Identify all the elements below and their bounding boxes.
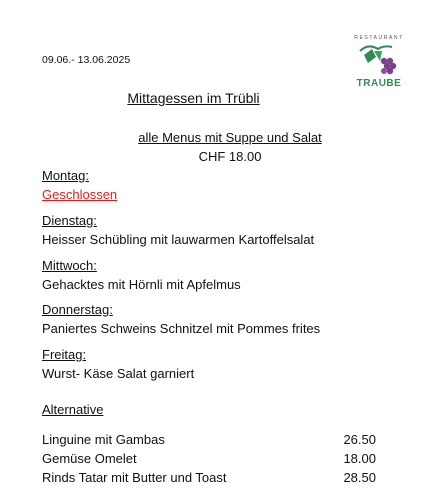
day-label-wednesday: Mittwoch: xyxy=(42,258,97,273)
menu-price: CHF 18.00 xyxy=(198,149,262,164)
restaurant-logo xyxy=(348,35,408,91)
alternative-item-name: Rinds Tatar mit Butter und Toast xyxy=(42,470,227,485)
logo-name: TRAUBE xyxy=(356,78,402,89)
dish-thursday: Paniertes Schweins Schnitzel mit Pommes frites xyxy=(42,321,321,336)
alternative-item-name: Linguine mit Gambas xyxy=(42,432,165,447)
logo-top-text: RESTAURANT xyxy=(354,35,404,41)
day-label-friday: Freitag: xyxy=(42,347,87,362)
grape-vine-icon xyxy=(354,41,402,81)
alternative-heading: Alternative xyxy=(42,402,104,417)
alternative-item-price: 18.00 xyxy=(343,451,376,466)
page-title: Mittagessen im Trübli xyxy=(127,90,260,106)
alternative-item xyxy=(42,470,376,485)
dish-wednesday: Gehacktes mit Hörnli mit Apfelmus xyxy=(42,277,241,292)
alternative-item xyxy=(42,432,376,447)
alternative-item-price: 26.50 xyxy=(343,432,376,447)
dish-monday: Geschlossen xyxy=(42,187,118,202)
dish-tuesday: Heisser Schübling mit lauwarmen Kartoffelsalat xyxy=(42,232,315,247)
day-label-tuesday: Dienstag: xyxy=(42,213,97,228)
alternative-item xyxy=(42,451,376,466)
day-label-thursday: Donnerstag: xyxy=(42,302,113,317)
alternative-item-price: 28.50 xyxy=(343,470,376,485)
menu-subtitle: alle Menus mit Suppe und Salat xyxy=(138,130,322,145)
day-label-monday: Montag: xyxy=(42,168,89,183)
dish-friday: Wurst- Käse Salat garniert xyxy=(42,366,195,381)
date-range: 09.06.- 13.06.2025 xyxy=(42,54,131,66)
alternative-item-name: Gemüse Omelet xyxy=(42,451,137,466)
